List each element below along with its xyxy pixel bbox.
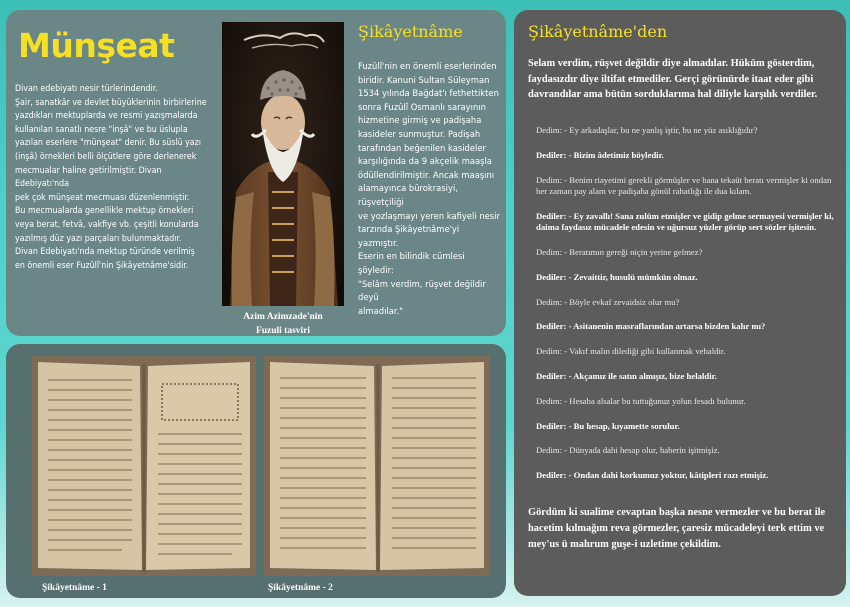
munseat-line: (inşâ) örnekleri belli ölçütlere göre derlenerek — [15, 151, 197, 162]
sikayetname-line: biridir. Kanuni Sultan Süleyman — [358, 74, 490, 85]
dialog-line: Dediler: - Zevaittir, husulü mümkün olmaz. — [536, 271, 698, 282]
portrait-caption-line: Fuzuli tasviri — [255, 326, 311, 336]
sikayetname-line: 1534 yılında Bağdat'ı fethettikten — [358, 88, 499, 99]
book-photo-2 — [264, 356, 490, 576]
munseat-line: yazdıkları mektuplarda ve resmi yazışmalarda — [15, 111, 198, 122]
book-page-illustration — [32, 356, 256, 576]
munseat-line: Bu mecmualarda genellikle mektup örnekleri — [15, 206, 194, 217]
portrait-caption-line: Azim Azimzade'nin — [243, 312, 323, 322]
dialog-line: Dedim: - Vakıf malın dilediği gibi kullanmak vebaldir. — [536, 346, 726, 357]
sikayetname-line: Fuzûlî'nin en önemli eserlerinden — [358, 61, 497, 71]
dialog-line: Dediler: - Bu hesap, kıyamette sorulur. — [536, 420, 680, 431]
portrait-caption — [222, 310, 344, 338]
excerpt-title: Şikâyetnâme'den — [528, 22, 668, 41]
dialog-line: Dediler: - Akçamız ile satın almışız, bize helaldir. — [536, 370, 717, 381]
munseat-line: yazılan eserlere "münşeat" denir. Bu süslü yazı — [15, 138, 201, 149]
fuzuli-portrait — [222, 22, 344, 306]
sikayetname-line: sonra Fuzûlî Osmanlı sarayının — [358, 101, 486, 112]
books-panel — [6, 344, 506, 598]
dialog-line: Dedim: - Beratımın gereği niçin yerine gelmez? — [536, 247, 703, 257]
munseat-title: Münşeat — [18, 26, 175, 65]
sikayetname-line: kasideler sunmuştur. Padişah — [358, 128, 481, 139]
dialog-line: Dedim: - Dünyada dahi hesap olur, haberin işitmişiz. — [536, 445, 720, 456]
dialog-line: Dedim: - Hesaba alsalar bu tuttuğunuz yolun fesadı bulunur. — [536, 395, 746, 406]
excerpt-outro: Gördüm ki sualime cevaptan başka nesne vermezler ve bu berat ile hacetim kılmağım reva görmezler, çaresiz mücadeleyi terk ettim ve mey'us ü mahrum guşe-i uzletime çekildim. — [528, 507, 826, 550]
munseat-line: pek çok münşeat mecmuası düzenlenmiştir. — [15, 192, 190, 203]
book-photo-1 — [32, 356, 256, 576]
sikayetname-text — [358, 60, 502, 318]
dialog-line: Dediler: - Ey zavallı! Sana zulüm etmişler ve gidip gelme sermayesi vermişler ki, daima faydasız mücadele edesin ve uğursuz yüzler görüp sert sözler işitesin. — [536, 210, 834, 233]
munseat-text — [15, 83, 215, 273]
munseat-line: veya berat, fetvâ, vakfiye vb. çeşitli konularda — [15, 219, 199, 230]
munseat-line: mecmualar haline getirilmiştir. Divan Edebiyatı'nda — [15, 165, 162, 190]
sikayetname-line: Eserin en bilindik cümlesi şöyledir: — [358, 251, 465, 275]
dialog-line: Dedim: - Böyle evkaf zevaidsiz olur mu? — [536, 296, 680, 307]
sikayetname-line: hizmetine girmiş ve padişaha — [358, 115, 482, 126]
sikayetname-line: ödüllendirilmiştir. Ancak maaşını — [358, 169, 495, 180]
book-caption-1: Şikâyetnâme - 1 — [42, 583, 107, 593]
sikayetname-line: tarzında Şikâyetnâme'yi yazmıştır. — [358, 224, 460, 248]
sikayetname-line: alamayınca bürokrasiyi, rüşvetçiliği — [358, 183, 458, 207]
dialog-list — [536, 125, 840, 495]
munseat-line: Şair, sanatkâr ve devlet büyüklerinin birbirlerine — [15, 97, 207, 108]
munseat-line: yazılmış düz yazı parçaları bulunmaktadır. — [15, 233, 182, 244]
portrait-illustration — [222, 22, 344, 306]
dialog-line: Dedim: - Ey arkadaşlar, bu ne yanlış iştir, bu ne yüz asıklığıdır? — [536, 125, 758, 135]
book-caption-2: Şikâyetnâme - 2 — [268, 583, 333, 593]
excerpt-intro: Selam verdim, rüşvet değildir diye almadılar. Hüküm gösterdim, faydasızdır diye iltifat etmediler. Gerçi görünürde itaat eder gibi davrandılar ama bütün sorduklarıma hal diliyle karşılık verdiler. — [528, 58, 818, 101]
dialog-line: Dedim: - Benim riayetimi gerekli görmüşler ve bana tekaüt beratı vermişler ki ondan her zaman pay alam ve padişaha gönül rahatlığı ile dua kılam. — [536, 174, 832, 196]
sikayetname-title: Şikâyetnâme — [358, 22, 463, 41]
munseat-line: Divan Edebiyatı'nda mektup türünde verilmiş — [15, 247, 195, 258]
dialog-line: Dediler: - Bizim âdetimiz böyledir. — [536, 149, 664, 160]
munseat-line: Divan edebiyatı nesir türlerindendir. — [15, 84, 158, 94]
sikayetname-line: "Selâm verdim, rüşvet değildir deyü — [358, 278, 486, 303]
munseat-line: kullanılan sanatlı nesre "inşâ" ve bu üslupla — [15, 124, 188, 135]
excerpt-panel — [514, 10, 846, 596]
sikayetname-line: almadılar." — [358, 305, 404, 316]
munseat-line: en önemli eser Fuzûlî'nin Şikâyetnâme'sidir. — [15, 260, 189, 271]
dialog-line: Dediler: - Ondan dahi korkumuz yoktur, kâtipleri razı etmişiz. — [536, 470, 769, 481]
sikayetname-line: karşılığında da 9 akçelik maaşla — [358, 156, 492, 167]
dialog-line: Dediler: - Asitanenin masraflarından artarsa bizden kalır mı? — [536, 321, 766, 332]
sikayetname-line: ve yozlaşmayı yeren kafiyeli nesir — [358, 210, 500, 221]
sikayetname-line: tarafından beğenilen kasideler — [358, 142, 486, 153]
book-page-illustration — [264, 356, 490, 576]
munseat-panel — [6, 10, 506, 336]
